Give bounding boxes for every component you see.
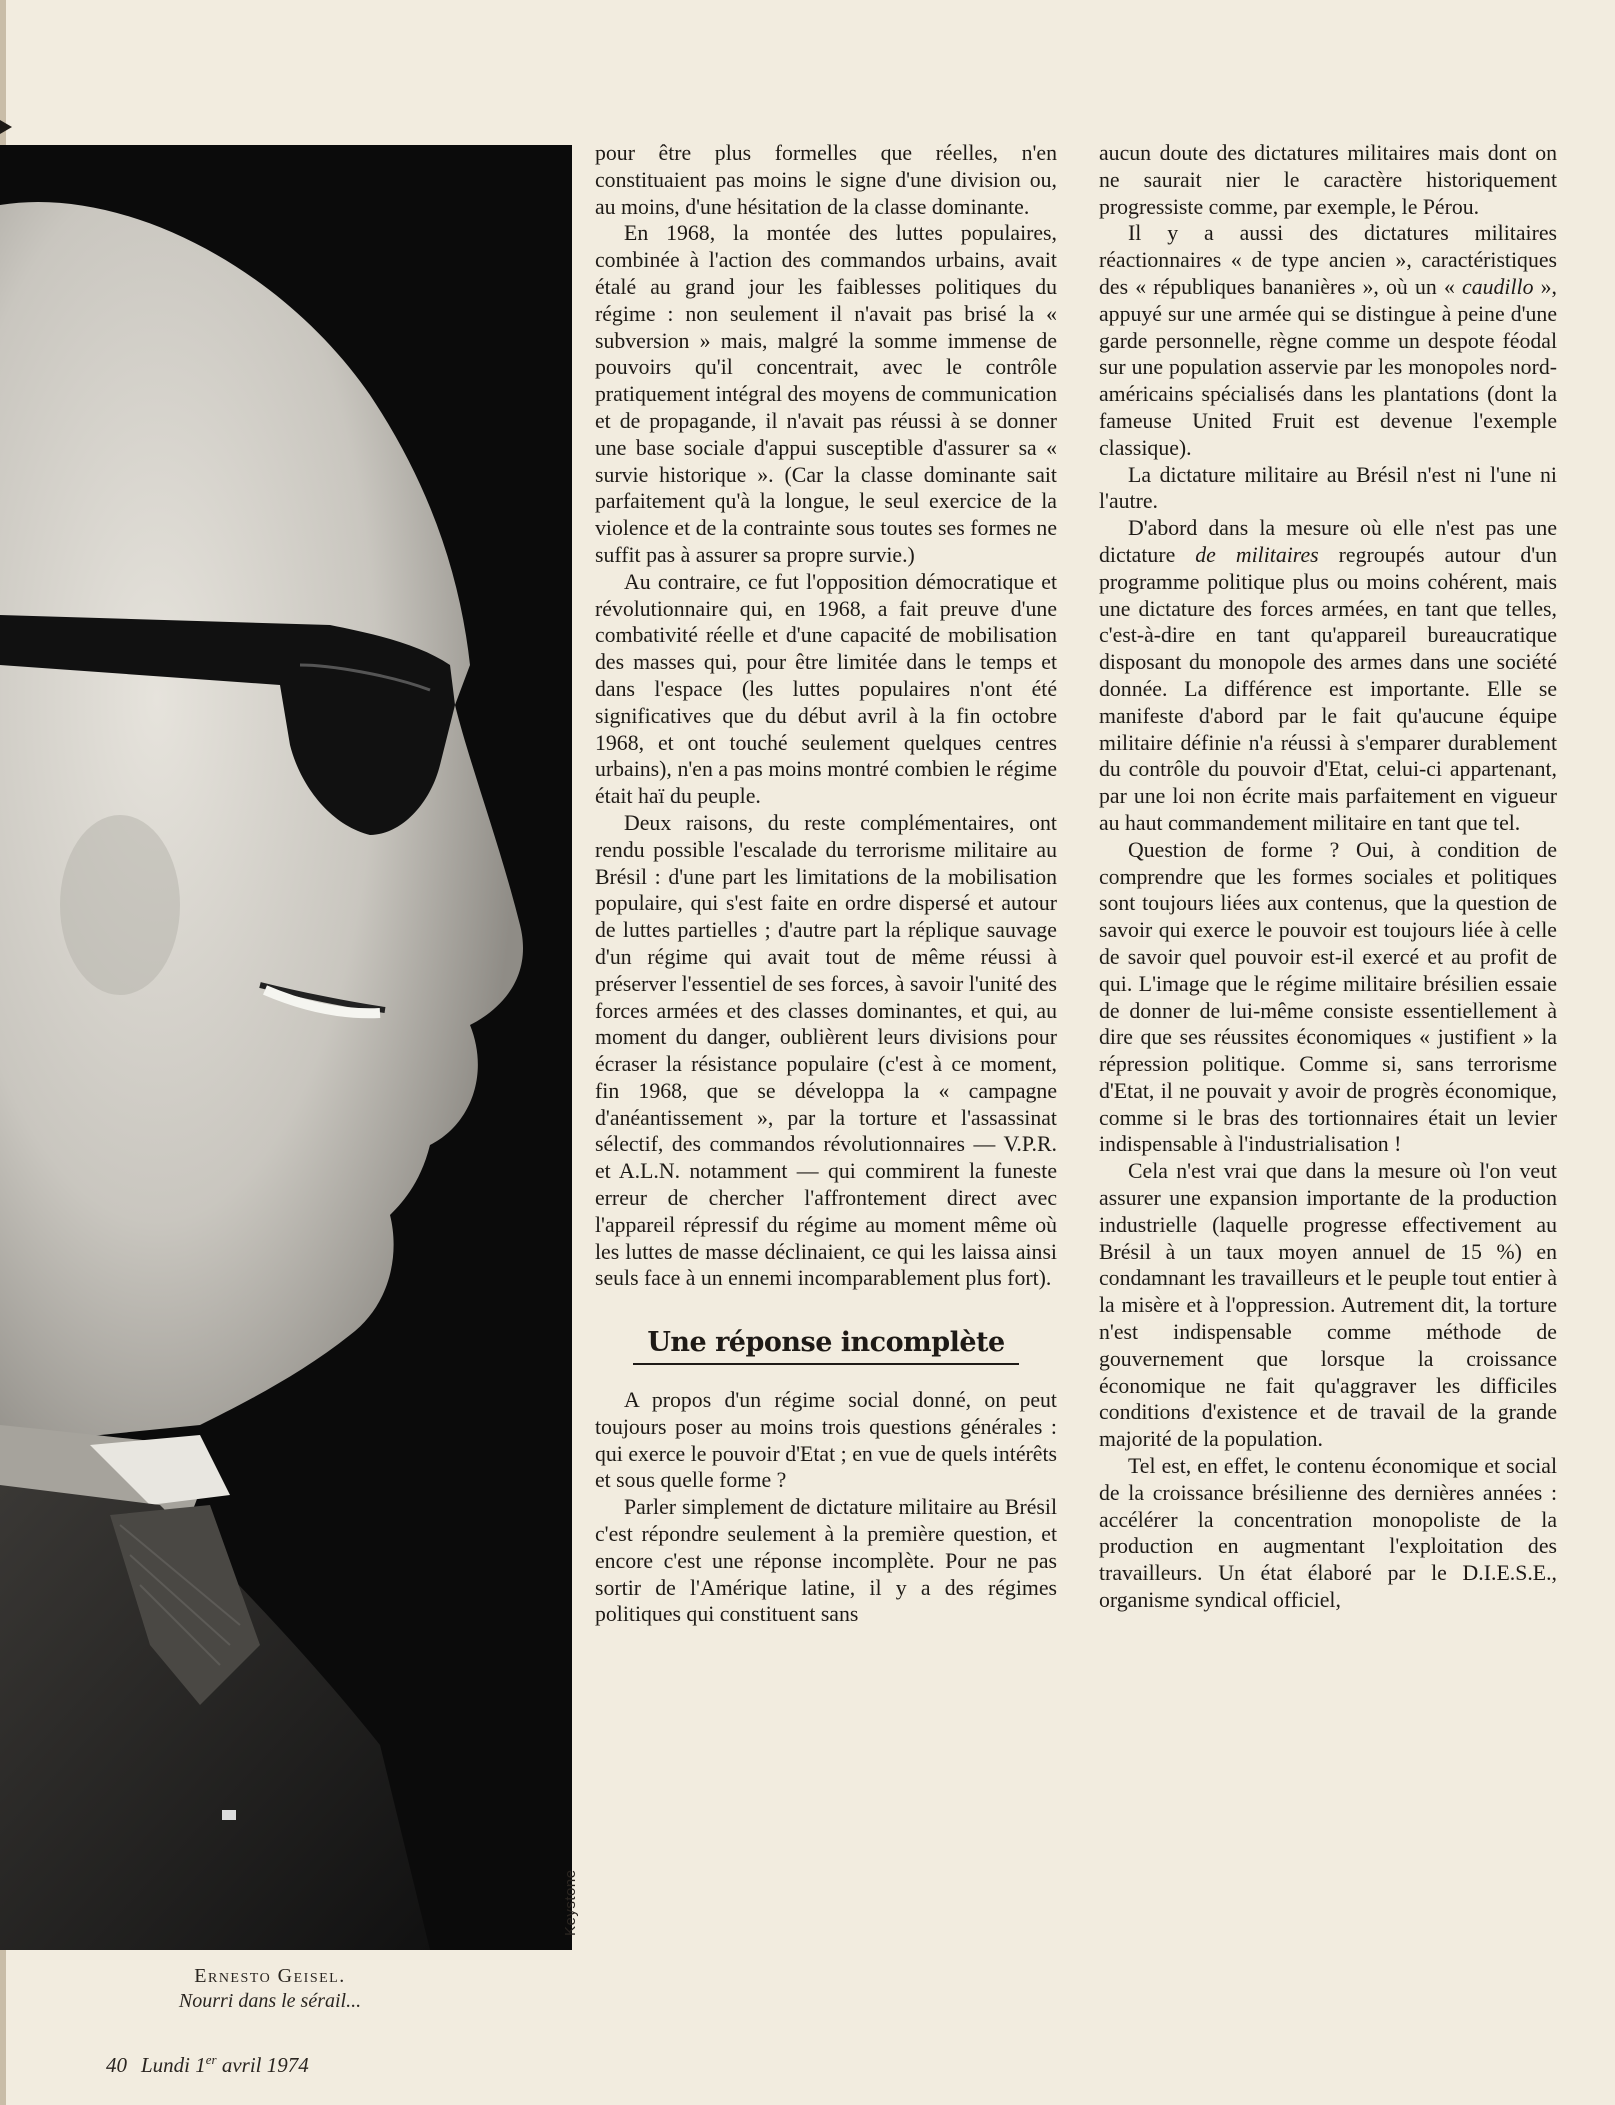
col2-paragraph-3: La dictature militaire au Brésil n'est ni l'une ni l'autre.: [1099, 462, 1557, 514]
col2-p4-text-b: regroupés autour d'un programme politique plus ou moins cohérent, mais une dictature des forces armées, en tant que telles, c'est-à-dire en tant qu'appareil bureaucratique disposant du monopole des armes dans une société donnée. La différence est importante. Elle se manifeste d'abord par le fait qu'aucune équipe militaire définie n'a réussi à s'emparer durablement du contrôle du pouvoir d'Etat, celui-ci appartenant, par une loi non écrite mais parfaitement en vigueur au haut commandement militaire en tant que tel.: [1099, 542, 1557, 835]
col1-paragraph-1: pour être plus formelles que réelles, n'en constituaient pas moins le signe d'une division ou, au moins, d'une hésitation de la classe dominante.: [595, 141, 1057, 219]
issue-date-rest: avril 1974: [216, 2053, 309, 2077]
portrait-photo: [0, 145, 572, 1950]
col2-p4-text-a: D'abord dans la mesure où elle n'est pas une dictature: [1099, 516, 1557, 567]
col1-paragraph-5: A propos d'un régime social donné, on peut toujours poser au moins trois questions générales : qui exerce le pouvoir d'Etat ; en vue de quels intérêts et sous quelle forme ?: [595, 1388, 1057, 1493]
issue-date-suffix: er: [205, 2052, 217, 2067]
portrait-illustration: [0, 145, 572, 1950]
caption-name: Ernesto Geisel.: [194, 1965, 346, 1987]
article-column-1: [595, 140, 1057, 1628]
col2-p2-text-a: Il y a aussi des dictatures militaires réactionnaires « de type ancien », caractéristiques des « républiques bananières », où un «: [1099, 221, 1557, 299]
col2-p2-emphasis: caudillo: [1462, 274, 1534, 299]
col1-paragraph-3: Au contraire, ce fut l'opposition démocratique et révolutionnaire qui, en 1968, a fait preuve d'une combativité réelle et d'une capacité de mobilisation des masses qui, pour être limitée dans le temps et dans l'espace (les luttes populaires n'ont été significatives que du début avril à la fin octobre 1968, et ont touché seulement quelques centres urbains), n'en a pas moins montré combien le régime était haï du peuple.: [595, 569, 1057, 809]
col1-paragraph-4: Deux raisons, du reste complémentaires, ont rendu possible l'escalade du terrorisme militaire au Brésil : d'une part les limitations de la mobilisation populaire, qui s'est faite en ordre dispersé et autour de luttes partielles ; d'autre part la réplique sauvage d'un régime qui avait tout de même réussi à préserver l'essentiel de ses forces, à savoir l'unité des forces armées et des classes dominantes, et qui, au moment du danger, oublièrent leurs divisions pour écraser la résistance populaire (c'est à ce moment, fin 1968, que se développa la « campagne d'anéantissement », par la torture et l'assassinat sélectif, des commandos révolutionnaires — V.P.R. et A.L.N. notamment — qui commirent la funeste erreur de chercher l'affrontement direct avec l'appareil répressif du régime au moment même où les luttes de masse déclinaient, ce qui les laissa ainsi seuls face à un ennemi incomparablement plus fort).: [595, 810, 1057, 1291]
col2-paragraph-2: [1099, 220, 1557, 461]
col2-p4-emphasis: de militaires: [1195, 542, 1319, 567]
section-heading: [595, 1327, 1057, 1365]
col2-paragraph-7: Tel est, en effet, le contenu économique et social de la croissance brésilienne des dernières années : accélérer la concentration monopoliste de la production en augmentant l'exploitation des travailleurs. Un état élaboré par le D.I.E.S.E., organisme syndical officiel,: [1099, 1454, 1557, 1613]
col2-paragraph-5: Question de forme ? Oui, à condition de comprendre que les formes sociales et politiques sont toujours liées aux contenus, que la question de savoir qui exerce le pouvoir est toujours liée à celle de savoir quel pouvoir est-il exercé et au profit de qui. L'image que le régime militaire brésilien essaie de donner de lui-même consiste essentiellement à dire que ses réussites économiques « justifient » la répression politique. Comme si, sans terrorisme d'Etat, il ne pouvait y avoir de progrès économique, comme si le bras des tortionnaires était un levier indispensable à l'industrialisation !: [1099, 837, 1557, 1157]
col1-paragraph-2: En 1968, la montée des luttes populaires, combinée à l'action des commandos urbains, avait étalé au grand jour les faiblesses politiques du régime : non seulement il n'avait pas brisé la « subversion » mais, malgré la somme immense de pouvoirs qu'il concentrait, avec le contrôle pratiquement intégral des moyens de communication et de propagande, il n'avait pas réussi à se donner une base sociale d'appui susceptible d'assurer sa « survie historique ». (Car la classe dominante sait parfaitement qu'à la longue, le seul exercice de la violence et de la contrainte sous toutes ses formes ne suffit pas à assurer sa propre survie.): [595, 221, 1057, 567]
col1-paragraph-6: Parler simplement de dictature militaire au Brésil c'est répondre seulement à la première question, et encore c'est une réponse incomplète. Pour ne pas sortir de l'Amérique latine, il y a des régimes politiques qui constituent sans: [595, 1495, 1057, 1627]
photo-caption: [40, 1964, 500, 2014]
issue-date: [141, 2053, 309, 2077]
col2-paragraph-1: aucun doute des dictatures militaires mais dont on ne saurait nier le caractère historiquement progressiste comme, par exemple, le Pérou.: [1099, 141, 1557, 219]
photo-credit: Keystone: [562, 1869, 579, 1937]
issue-date-day: Lundi 1: [141, 2053, 206, 2077]
col2-paragraph-4: [1099, 515, 1557, 837]
caption-subtitle: Nourri dans le sérail...: [178, 1990, 362, 2012]
col2-paragraph-6: Cela n'est vrai que dans la mesure où l'on veut assurer une expansion importante de la production industrielle (laquelle progresse effectivement au Brésil à un taux moyen annuel de 15 %) en condamnant les travailleurs et le peuple tout entier à la misère et à l'oppression. Autrement dit, la torture n'est indispensable comme méthode de gouvernement que lorsque la croissance économique ne fait qu'aggraver les difficiles conditions d'existence et de travail de la grande majorité de la population.: [1099, 1159, 1557, 1452]
article-column-2: [1099, 140, 1557, 1614]
section-heading-text: Une réponse incomplète: [633, 1330, 1018, 1365]
page-number: 40: [106, 2053, 127, 2077]
col2-p2-text-b: », appuyé sur une armée qui se distingue à peine d'une garde personnelle, règne comme un despote féodal sur une population asservie par les monopoles nord-américains spécialisés dans les plantations (dont la fameuse United Fruit est devenue l'exemple classique).: [1099, 274, 1558, 460]
corner-arrow-icon: [0, 120, 12, 134]
page-footer: [106, 2052, 309, 2078]
